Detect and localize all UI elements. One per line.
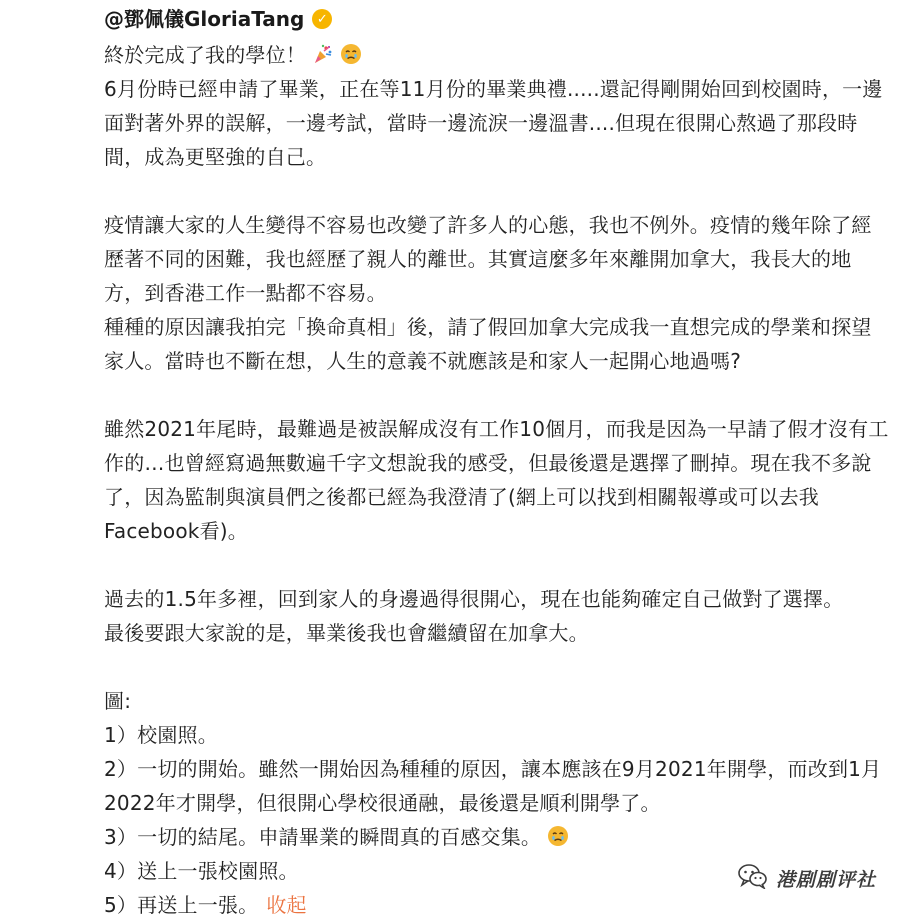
post-line: 雖然2021年尾時，最難過是被誤解成沒有工作10個月，而我是因為一早請了假才沒有工 bbox=[104, 417, 889, 441]
post-title-line bbox=[104, 38, 884, 72]
watermark bbox=[738, 863, 876, 893]
post-line: 種種的原因讓我拍完「換命真相」後，請了假回加拿大完成我一直想完成的學業和探望 bbox=[104, 315, 872, 339]
paragraph-gap bbox=[104, 650, 884, 684]
post-line: Facebook看)。 bbox=[104, 519, 248, 543]
post-line: 4）送上一張校園照。 bbox=[104, 859, 299, 883]
paragraph-gap bbox=[104, 378, 884, 412]
post-line: 圖: bbox=[104, 689, 132, 713]
post-line: 了，因為監制與演員們之後都已經為我澄清了(網上可以找到相關報導或可以去我 bbox=[104, 485, 820, 509]
wechat-logo-icon bbox=[738, 863, 768, 893]
post-line: 最後要跟大家說的是，畢業後我也會繼續留在加拿大。 bbox=[104, 621, 589, 645]
paragraph-gap bbox=[104, 548, 884, 582]
title-text: 終於完成了我的學位！ bbox=[104, 43, 306, 67]
post-line: 疫情讓大家的人生變得不容易也改變了許多人的心態，我也不例外。疫情的幾年除了經 bbox=[104, 213, 872, 237]
collapse-link[interactable]: 收起 bbox=[266, 893, 307, 917]
username-link[interactable]: @鄧佩儀GloriaTang bbox=[104, 7, 305, 31]
verified-badge-icon: ✓ bbox=[312, 9, 332, 29]
weibo-post bbox=[104, 0, 889, 922]
post-line-with-emoji bbox=[104, 820, 884, 854]
teary-face-icon bbox=[547, 825, 569, 847]
line-text: 3）一切的結尾。申請畢業的瞬間真的百感交集。 bbox=[104, 825, 542, 849]
post-line: 方，到香港工作一點都不容易。 bbox=[104, 281, 387, 305]
post-line: 2022年才開學，但很開心學校很通融，最後還是順利開學了。 bbox=[104, 791, 661, 815]
post-line: 過去的1.5年多裡，回到家人的身邊過得很開心，現在也能夠確定自己做對了選擇。 bbox=[104, 587, 844, 611]
paragraph-gap bbox=[104, 174, 884, 208]
teary-face-icon bbox=[340, 43, 362, 65]
post-line: 作的…也曾經寫過無數遍千字文想說我的感受，但最後還是選擇了刪掉。現在我不多說 bbox=[104, 451, 872, 475]
post-line: 1）校園照。 bbox=[104, 723, 218, 747]
post-line: 6月份時已經申請了畢業，正在等11月份的畢業典禮.....還記得剛開始回到校園時，一邊 bbox=[104, 77, 883, 101]
post-line: 家人。當時也不斷在想，人生的意義不就應該是和家人一起開心地過嗎? bbox=[104, 349, 742, 373]
watermark-text: 港剧剧评社 bbox=[775, 868, 876, 891]
party-popper-icon bbox=[312, 43, 334, 65]
post-line: 面對著外界的誤解，一邊考試，當時一邊流淚一邊溫書....但現在很開心熬過了那段時 bbox=[104, 111, 858, 135]
post-line: 歷著不同的困難，我也經歷了親人的離世。其實這麼多年來離開加拿大，我長大的地 bbox=[104, 247, 852, 271]
post-header bbox=[104, 0, 884, 38]
post-line: 間，成為更堅強的自己。 bbox=[104, 145, 327, 169]
post-line: 2）一切的開始。雖然一開始因為種種的原因，讓本應該在9月2021年開學，而改到1月 bbox=[104, 757, 882, 781]
line-text: 5）再送上一張。 bbox=[104, 893, 259, 917]
